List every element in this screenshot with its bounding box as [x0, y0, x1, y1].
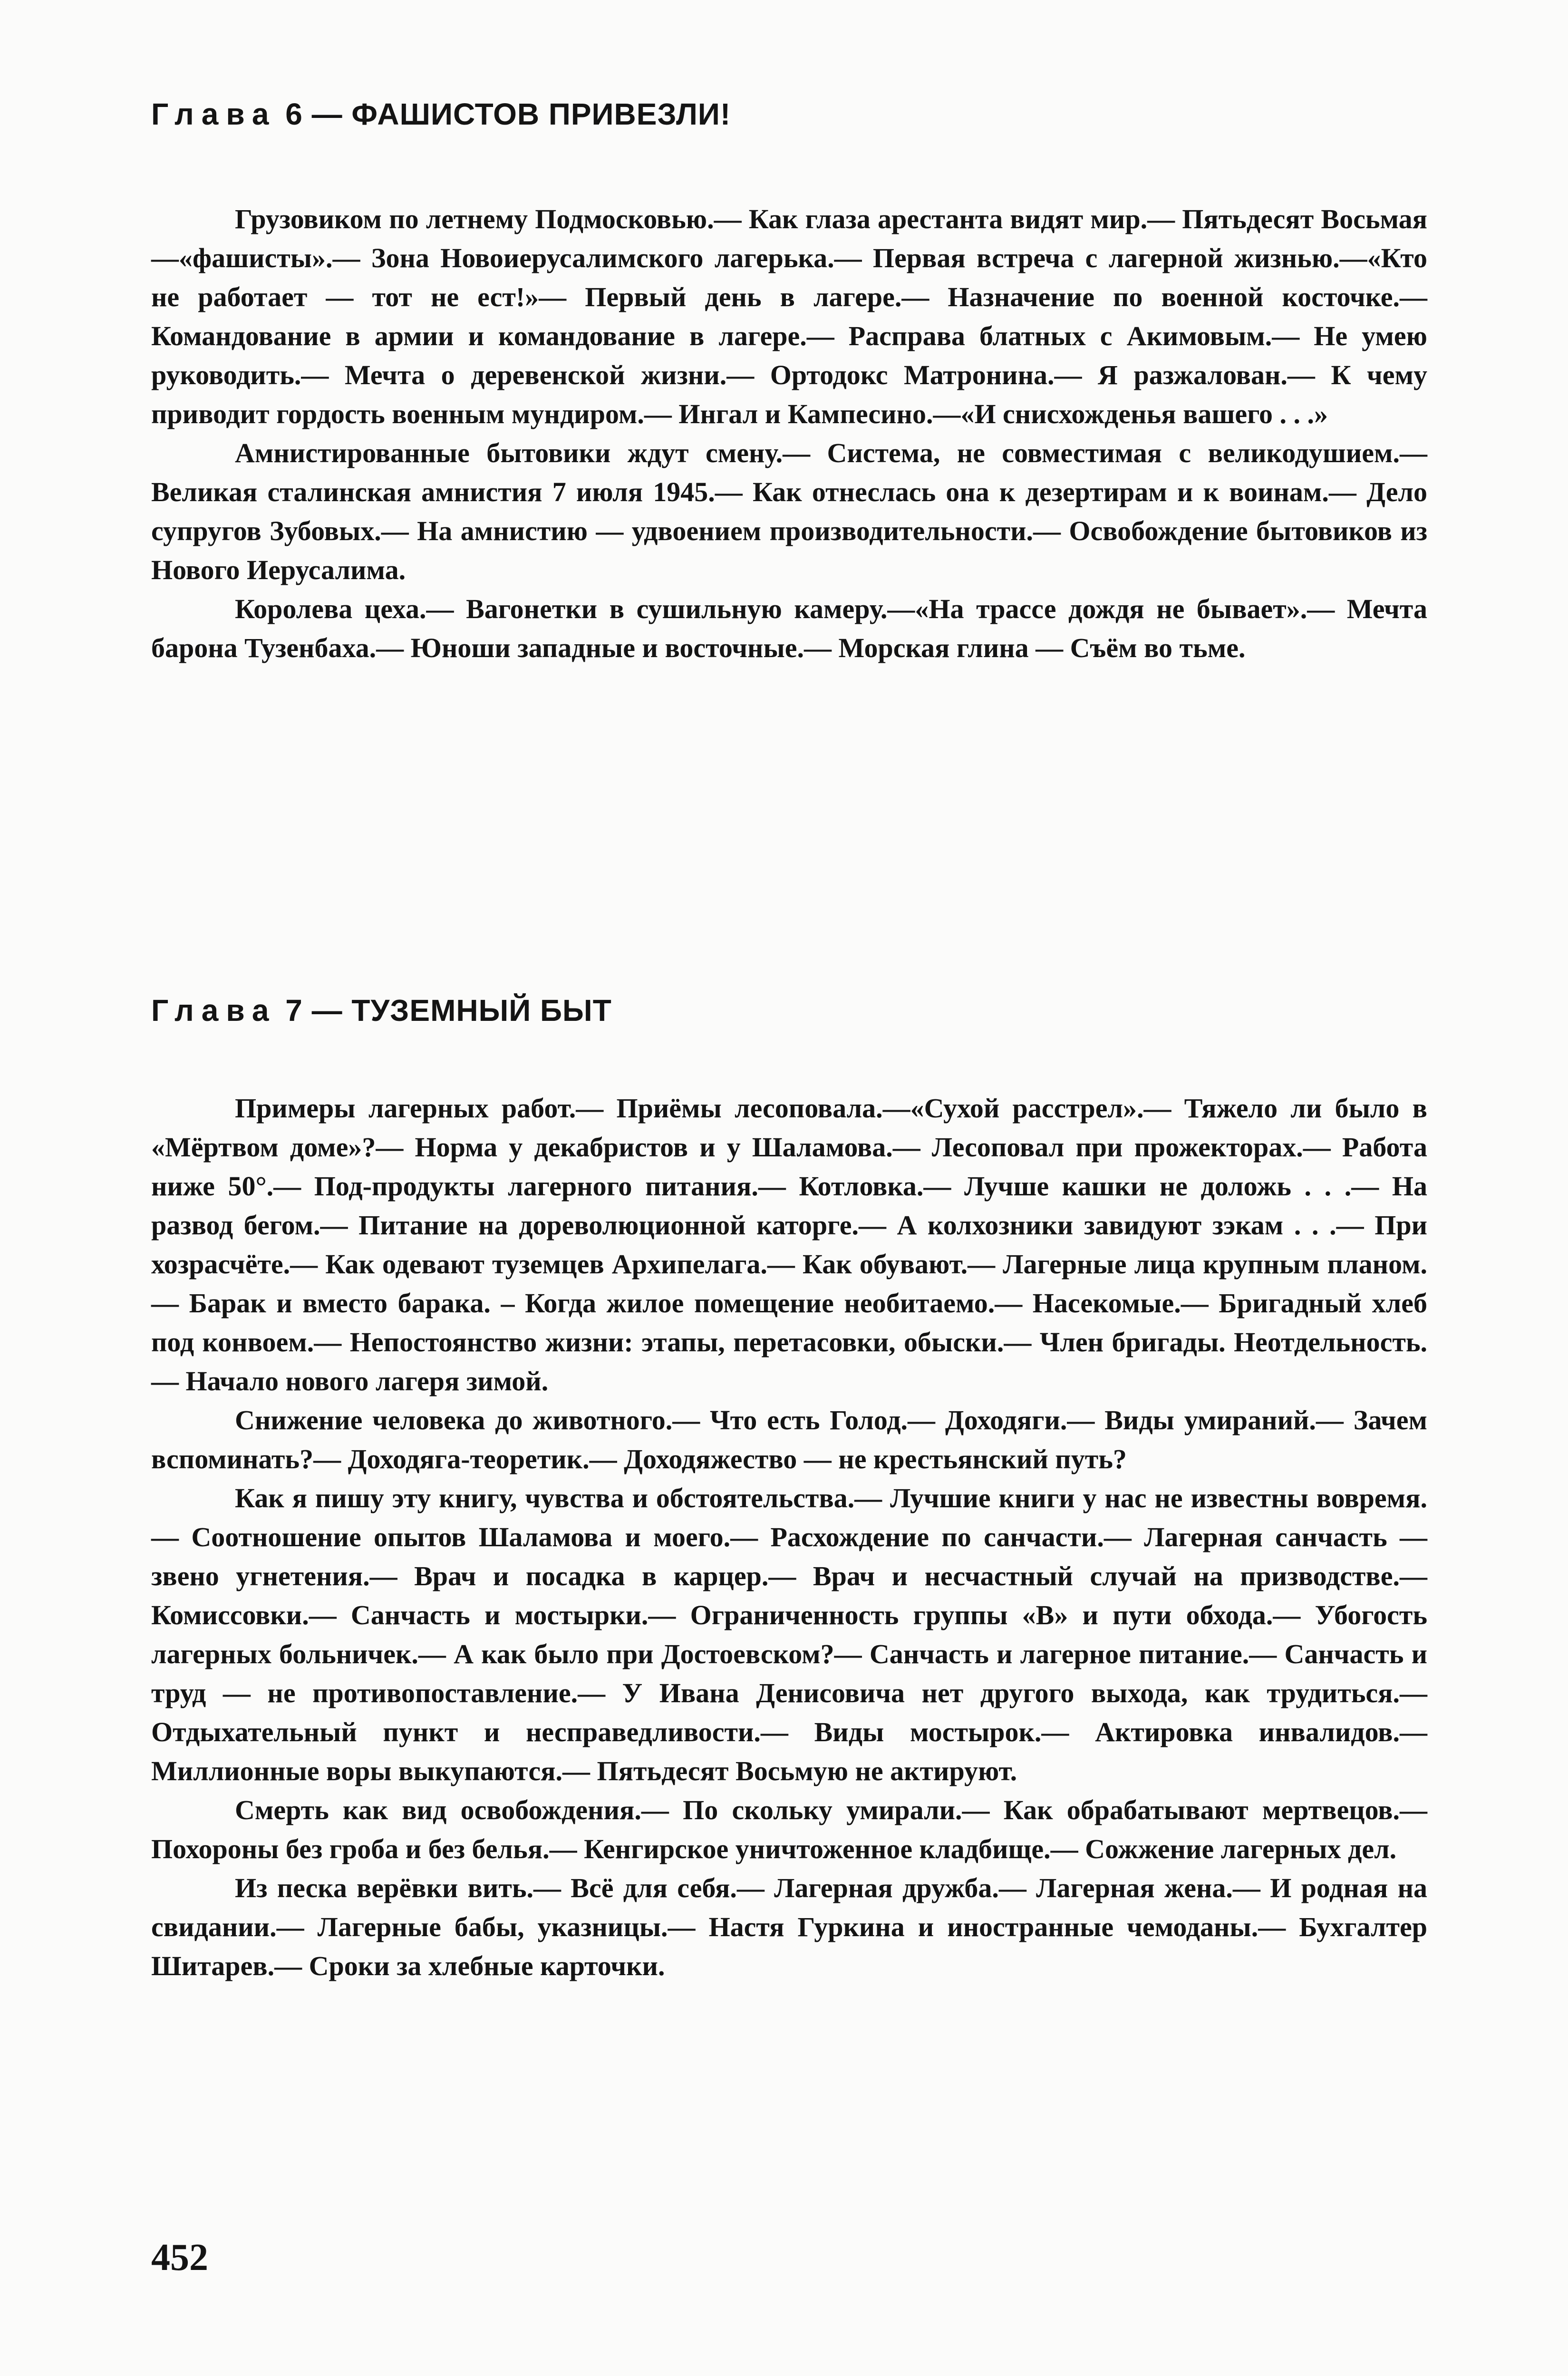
chapter-6-title: ФАШИСТОВ ПРИВЕЗЛИ!: [351, 97, 731, 131]
chapter-6-number: 6: [285, 97, 303, 131]
chapter-6-summary: [151, 200, 1427, 668]
page-number: 452: [151, 2237, 208, 2279]
chapter-6-dash: —: [311, 97, 343, 131]
chapter-7-title: ТУЗЕМНЫЙ БЫТ: [351, 993, 612, 1028]
chapter-7-dash: —: [311, 993, 343, 1028]
chapter-7-heading: [151, 991, 1427, 1029]
chapter-6-heading: [151, 95, 1427, 133]
summary-paragraph: Как я пишу эту книгу, чувства и обстоятельства.— Лучшие книги у нас не известны вовремя.— Соотношение опытов Шаламова и моего.— Расхождение по санчасти.— Лагерная санчасть — звено угнетения.— Врач и посадка в карцер.— Врач и несчастный случай на призводстве.— Комиссовки.— Санчасть и мостырки.— Ограниченность группы «В» и пути обхода.— Убогость лагерных больничек.— А как было при Достоевском?— Санчасть и лагерное питание.— Санчасть и труд — не противопоставление.— У Ивана Денисовича нет другого выхода, как трудиться.— Отдыхательный пункт и несправедливости.— Виды мостырок.— Актировка инвалидов.— Миллионные воры выкупаются.— Пятьдесят Восьмую не актируют.: [151, 1483, 1427, 1786]
summary-paragraph: Примеры лагерных работ.— Приёмы лесоповала.—«Сухой расстрел».— Тяжело ли было в «Мёртвом доме»?— Норма у декабристов и у Шаламова.— Лесоповал при прожекторах.— Работа ниже 50°.— Под-продукты лагерного питания.— Котловка.— Лучше кашки не доложь . . .— На развод бегом.— Питание на дореволюционной каторге.— А колхозники завидуют зэкам . . .— При хозрасчёте.— Как одевают туземцев Архипелага.— Как обувают.— Лагерные лица крупным планом.— Барак и вместо барака. – Когда жилое помещение необитаемо.— Насекомые.— Бригадный хлеб под конвоем.— Непостоянство жизни: этапы, перетасовки, обыски.— Член бригады. Неотдельность.— Начало нового лагеря зимой.: [151, 1093, 1427, 1397]
summary-paragraph: Королева цеха.— Вагонетки в сушильную камеру.—«На трассе дождя не бывает».— Мечта барона Тузенбаха.— Юноши западные и восточные.— Морская глина — Съём во тьме.: [151, 593, 1427, 663]
summary-paragraph: Из песка верёвки вить.— Всё для себя.— Лагерная дружба.— Лагерная жена.— И родная на свидании.— Лагерные бабы, указницы.— Настя Гуркина и иностранные чемоданы.— Бухгалтер Шитарев.— Сроки за хлебные карточки.: [151, 1872, 1427, 1981]
chapter-7-number: 7: [285, 993, 303, 1028]
chapter-7-label: Глава: [151, 993, 277, 1028]
summary-paragraph: Смерть как вид освобождения.— По скольку умирали.— Как обрабатывают мертвецов.— Похороны без гроба и без белья.— Кенгирское уничтоженное кладбище.— Сожжение лагерных дел.: [151, 1794, 1427, 1864]
summary-paragraph: Амнистированные бытовики ждут смену.— Система, не совместимая с великодушием.— Великая сталинская амнистия 7 июля 1945.— Как отнеслась она к дезертирам и к воинам.— Дело супругов Зубовых.— На амнистию — удвоением производительности.— Освобождение бытовиков из Нового Иерусалима.: [151, 437, 1427, 585]
summary-paragraph: Грузовиком по летнему Подмосковью.— Как глаза арестанта видят мир.— Пятьдесят Восьмая —«фашисты».— Зона Новоиерусалимского лагерька.— Первая встреча с лагерной жизнью.—«Кто не работает — тот не ест!»— Первый день в лагере.— Назначение по военной косточке.— Командование в армии и командование в лагере.— Расправа блатных с Акимовым.— Не умею руководить.— Мечта о деревенской жизни.— Ортодокс Матронина.— Я разжалован.— К чему приводит гордость военным мундиром.— Ингал и Кампесино.—«И снисхожденья вашего . . .»: [151, 204, 1427, 429]
chapter-7-summary: [151, 1089, 1427, 1986]
chapter-6-label: Глава: [151, 97, 277, 131]
summary-paragraph: Снижение человека до животного.— Что есть Голод.— Доходяги.— Виды умираний.— Зачем вспоминать?— Доходяга-теоретик.— Доходяжество — не крестьянский путь?: [151, 1405, 1427, 1474]
